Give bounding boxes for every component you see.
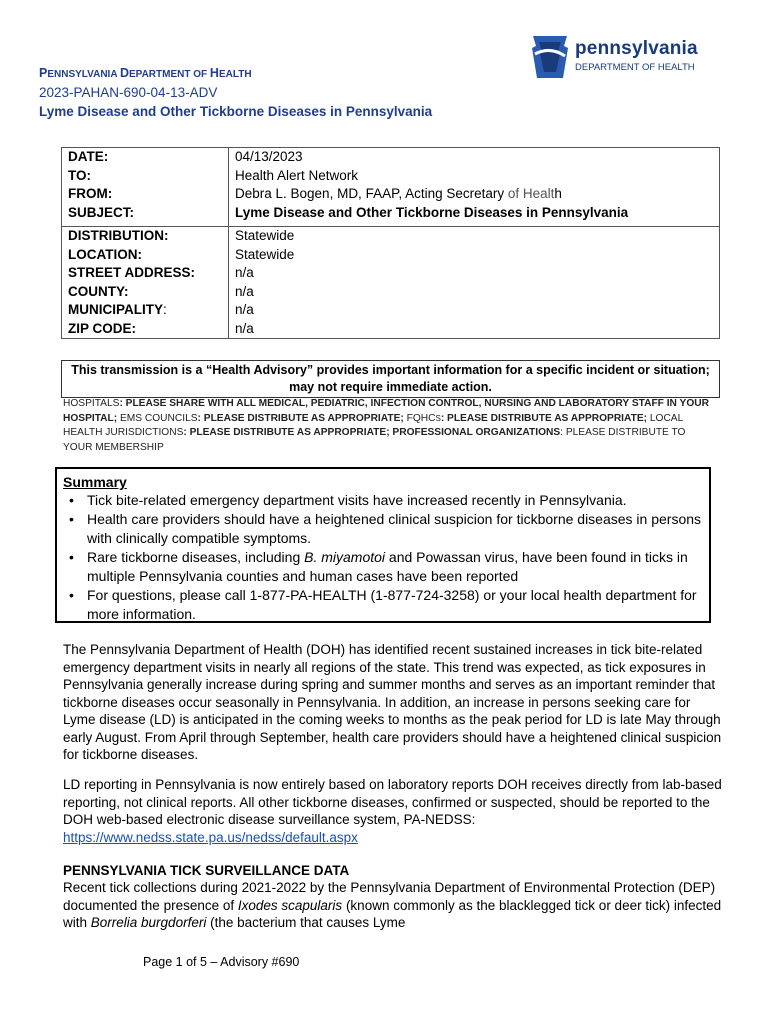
summary-box: [55, 467, 711, 623]
zip-value: n/a: [235, 320, 254, 336]
location-value: Statewide: [235, 246, 295, 262]
county-value: n/a: [235, 283, 254, 299]
body-paragraph: LD reporting in Pennsylvania is now entirely based on laboratory reports DOH receives directly from lab-based reporting, not clinical reports. All other tickborne diseases, confirmed or suspected, should be reported to the DOH web-based electronic disease surveillance system, PA-NEDSS: https://www.nedss.state.pa.us/nedss/default.aspx: [63, 777, 722, 845]
advisory-code: 2023-PAHAN-690-04-13-ADV: [39, 85, 218, 100]
list-item: • Rare tickborne diseases, including B. miyamotoi and Powassan virus, have been found in ticks in multiple Pennsylvania counties and human cases have been reported: [87, 548, 709, 586]
list-item: • Tick bite-related emergency department visits have increased recently in Pennsylvania.: [87, 491, 709, 510]
advisory-title: Lyme Disease and Other Tickborne Diseases in Pennsylvania: [39, 104, 433, 119]
header-fields-labels: DATE: TO: FROM: SUBJECT:: [62, 148, 229, 227]
department-name: PENNSYLVANIA DEPARTMENT OF HEALTH: [39, 66, 252, 80]
pa-nedss-link[interactable]: https://www.nedss.state.pa.us/nedss/default.aspx: [63, 829, 358, 845]
distribution-value: Statewide: [235, 228, 295, 243]
list-item: • Health care providers should have a heightened clinical suspicion for tickborne diseases in persons with clinically compatible symptoms.: [87, 510, 709, 548]
logo-subtitle: DEPARTMENT OF HEALTH: [575, 62, 695, 73]
page-footer: Page 1 of 5 – Advisory #690: [143, 955, 300, 969]
body-paragraph: Recent tick collections during 2021-2022 by the Pennsylvania Department of Environmental Protection (DEP) documented the presence of Ixodes scapularis (known commonly as the blacklegged tick or deer tick) infected with Borrelia burgdorferi (the bacterium that causes Lyme: [63, 880, 722, 930]
section-heading: PENNSYLVANIA TICK SURVEILLANCE DATA: [63, 863, 350, 878]
street-value: n/a: [235, 265, 254, 280]
pa-doh-logo: [527, 34, 705, 80]
document-header: [39, 64, 539, 121]
body-paragraph: The Pennsylvania Department of Health (DOH) has identified recent sustained increases in tick bite-related emergency department visits in nearly all regions of the state. This trend was expected, as tick exposures in Pennsylvania generally increase during spring and summer months and serves as an important reminder that tickborne diseases occur seasonally in Pennsylvania. In addition, an increase in persons seeking care for Lyme disease (LD) is anticipated in the coming weeks to months as the peak period for LD is late May through early August. From April through September, health care providers should have a heightened clinical suspicion for tickborne diseases.: [63, 642, 722, 762]
list-item: • For questions, please call 1-877-PA-HEALTH (1-877-724-3258) or your local health department for more information.: [87, 586, 709, 624]
advisory-info-table: [61, 147, 720, 339]
table-row: [62, 227, 720, 339]
to-value: Health Alert Network: [235, 167, 359, 183]
location-fields-values: [229, 227, 720, 339]
header-fields-values: [229, 148, 720, 227]
summary-list: [63, 491, 709, 624]
transmission-notice: This transmission is a “Health Advisory” provides important information for a specific incident or situation; may not require immediate action.: [61, 360, 720, 398]
from-value: Debra L. Bogen, MD, FAAP, Acting Secretary of Health: [235, 186, 562, 201]
table-row: [62, 148, 720, 227]
logo-wordmark: pennsylvania: [575, 38, 698, 59]
date-value: 04/13/2023: [235, 149, 303, 164]
location-fields-labels: DISTRIBUTION: LOCATION: STREET ADDRESS: COUNTY: MUNICIPALITY: ZIP CODE:: [62, 227, 229, 339]
municipality-value: n/a: [235, 302, 254, 317]
summary-heading: Summary: [63, 474, 127, 490]
distribution-note: HOSPITALS: PLEASE SHARE WITH ALL MEDICAL, PEDIATRIC, INFECTION CONTROL, NURSING AND LABORATORY STAFF IN YOUR HOSPITAL; EMS COUNCILS: PLEASE DISTRIBUTE AS APPROPRIATE; FQHCS: PLEASE DISTRIBUTE AS APPROPRIATE; LOCAL HEALTH JURISDICTIONS: PLEASE DISTRIBUTE AS APPROPRIATE; PROFESSIONAL ORGANIZATIONS: PLEASE DISTRIBUTE TO YOUR MEMBERSHIP: [63, 398, 709, 453]
subject-value: Lyme Disease and Other Tickborne Diseases in Pennsylvania: [235, 204, 629, 220]
